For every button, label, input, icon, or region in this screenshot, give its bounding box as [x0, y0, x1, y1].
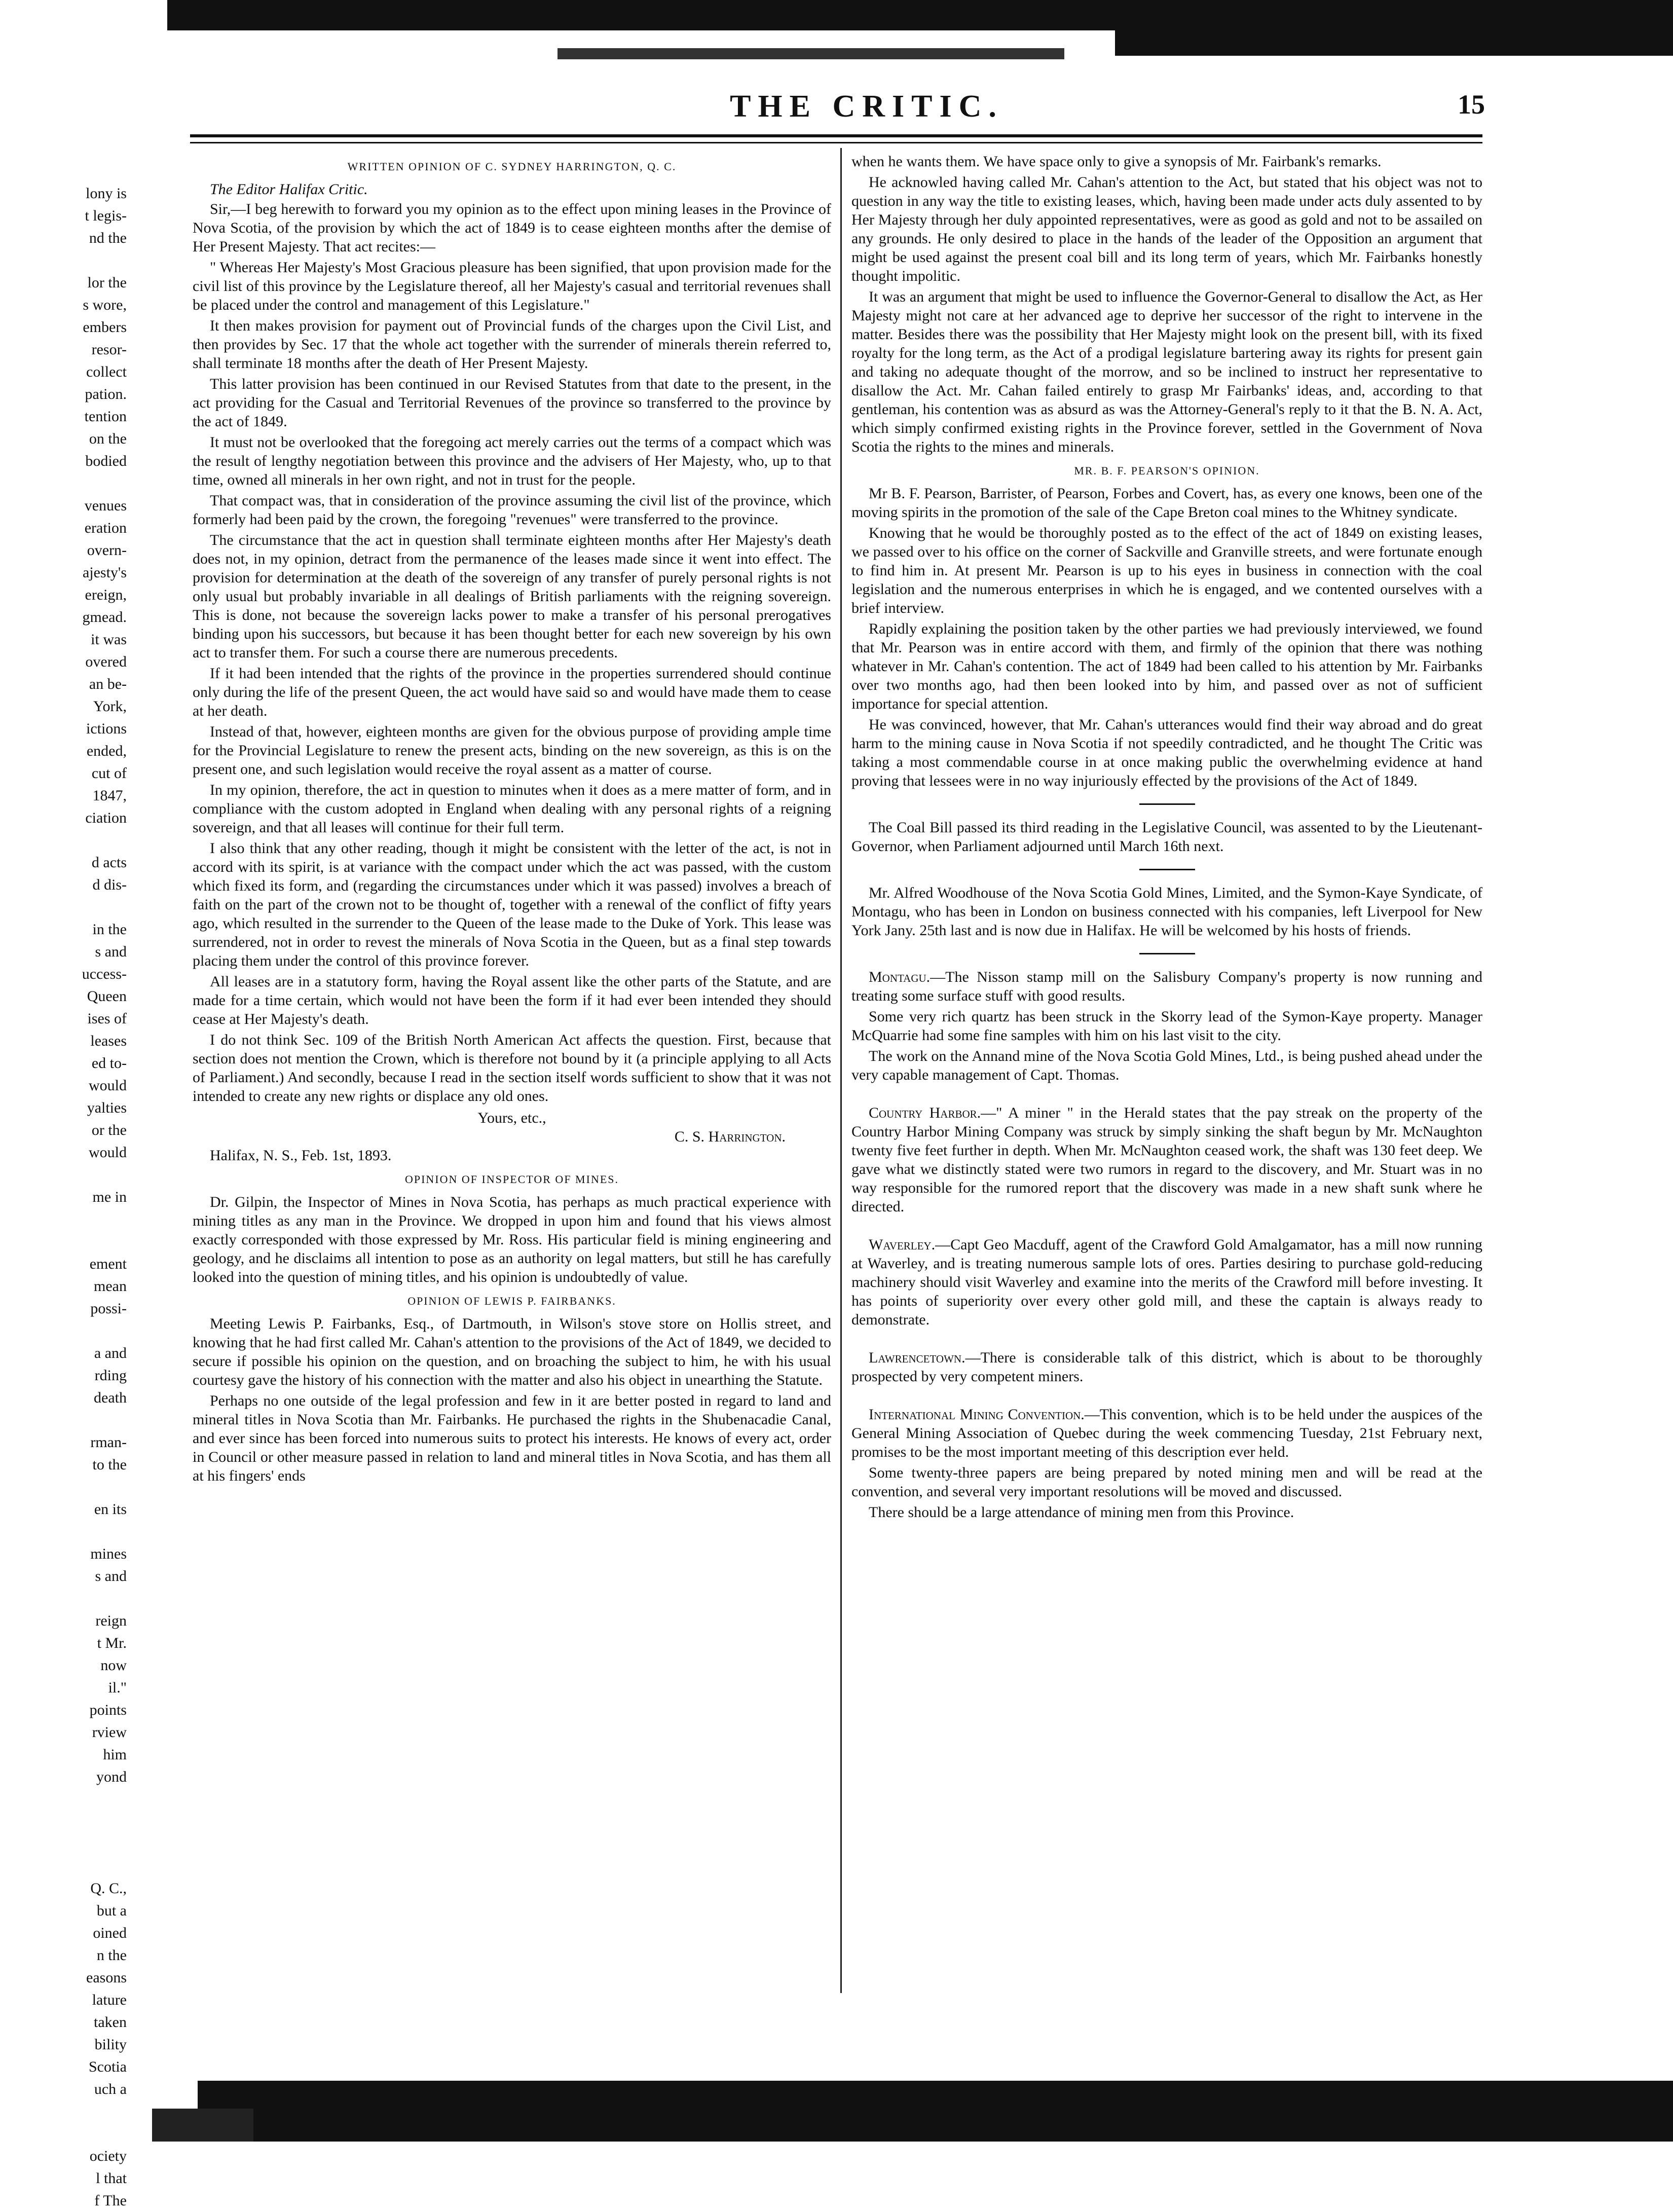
- margin-fragment: on the: [89, 430, 127, 447]
- margin-fragment: taken: [94, 2014, 127, 2031]
- fairbanks-heading: OPINION OF LEWIS P. FAIRBANKS.: [407, 1295, 616, 1307]
- harrington-paragraph: Sir,—I beg herewith to forward you my opinion as to the effect upon mining leases in the Province of Nova Scotia, of the provision by which the act of 1849 is to cease eighteen months after the demise of Her Present Majesty. That act recites:—: [193, 201, 831, 255]
- margin-fragment: points: [89, 1702, 127, 1718]
- margin-fragment: oined: [93, 1925, 127, 1941]
- margin-fragment: to the: [92, 1456, 127, 1473]
- harrington-paragraph: " Whereas Her Majesty's Most Gracious pleasure has been signified, that upon provision made for the civil list of this province by the Legislature thereof, all her Majesty's casual and territorial revenues shall be placed under the control and management of this Legislature.": [193, 259, 831, 313]
- waverley-lead: Waverley.: [869, 1236, 936, 1253]
- margin-fragment: [0, 1833, 127, 1855]
- scan-border-bottom: [198, 2081, 1673, 2142]
- margin-fragment: mean: [94, 1278, 127, 1295]
- margin-fragment: ajesty's: [82, 564, 127, 581]
- margin-fragment: York,: [93, 698, 127, 715]
- margin-fragment: n the: [96, 1947, 127, 1964]
- margin-fragment: [0, 472, 127, 495]
- pearson-paragraph: Knowing that he would be thoroughly posted as to the effect of the act of 1849 on existing leases, we passed over to his office on the corner of Sackville and Granville streets, and were fortunate enough to find him in. At present Mr. Pearson is up to his eyes in business in connection with the coal legislation and the numerous enterprises in which he is engaged, and we contented ourselves with a brief interview.: [851, 525, 1482, 616]
- margin-fragment: [0, 1409, 127, 1431]
- montagu-paragraph: Some very rich quartz has been struck in the Skorry lead of the Symon-Kaye property. Manager McQuarrie had some fine samples with him on his last visit to the city.: [851, 1008, 1482, 1044]
- margin-fragment: bility: [94, 2036, 127, 2053]
- margin-fragment: Scotia: [89, 2058, 127, 2075]
- margin-fragment: resor-: [91, 341, 127, 358]
- pearson-opinion: [851, 484, 1482, 790]
- convention-lead: International Mining Convention.: [869, 1406, 1085, 1423]
- convention-paragraph: There should be a large attendance of mining men from this Province.: [869, 1504, 1294, 1521]
- margin-fragment: 1847,: [92, 787, 127, 804]
- fairbanks-paragraph: when he wants them. We have space only to give a synopsis of Mr. Fairbank's remarks.: [851, 153, 1382, 170]
- harrington-paragraph: This latter provision has been continued in our Revised Statutes from that date to the present, in the act providing for the Casual and Territorial Revenues of the province so transferred to the province by the act of 1849.: [193, 376, 831, 430]
- scan-border-top-right: [1115, 30, 1673, 56]
- margin-fragment: [0, 249, 127, 272]
- woodhouse-item: Mr. Alfred Woodhouse of the Nova Scotia Gold Mines, Limited, and the Symon-Kaye Syndicate, of Montagu, who has been in London on business connected with his companies, left Liverpool for New York Jany. 25th last and is now due in Halifax. He will be welcomed by his hosts of friends.: [851, 884, 1482, 939]
- margin-fragment: t Mr.: [97, 1635, 127, 1651]
- margin-fragment: yond: [96, 1768, 127, 1785]
- waverley-item: [851, 1235, 1482, 1329]
- margin-fragment: possi-: [90, 1300, 127, 1317]
- montagu-more: [851, 1007, 1482, 1084]
- margin-fragment: f The: [94, 2192, 127, 2209]
- margin-fragment: an be-: [89, 676, 127, 692]
- margin-fragment: lony is: [86, 185, 127, 202]
- margin-fragment: [0, 1588, 127, 1610]
- margin-fragment: en its: [94, 1501, 127, 1518]
- pearson-heading: MR. B. F. PEARSON'S OPINION.: [1074, 464, 1260, 477]
- margin-fragment: Q. C.,: [90, 1880, 127, 1897]
- margin-fragment: pation.: [85, 386, 127, 402]
- montagu-lead: Montagu.: [869, 969, 931, 985]
- montagu-paragraph: The work on the Annand mine of the Nova Scotia Gold Mines, Ltd., is being pushed ahead under the very capable management of Capt. Thomas.: [851, 1048, 1482, 1083]
- scan-border-top-streak: [557, 48, 1064, 59]
- country-harbor-item: [851, 1103, 1482, 1216]
- country-harbor-lead: Country Harbor.: [869, 1104, 981, 1121]
- margin-fragment: [0, 1208, 127, 1231]
- fairbanks-paragraph: He acknowled having called Mr. Cahan's attention to the Act, but stated that his object was not to question in any way the title to existing leases, which, having been made under acts duly assented to by Her Majesty through her duly appointed representatives, were as good as gold and not to be assailed on any grounds. He only desired to place in the hands of the leader of the Opposition an argument that might be used against the present coal bill and its long term of years, which Mr. Fairbanks honestly thought impolitic.: [851, 174, 1482, 284]
- harrington-paragraph: That compact was, that in consideration of the province assuming the civil list of the province, which formerly had been paid by the crown, the foregoing "revenues" were transferred to the province.: [193, 492, 831, 528]
- margin-fragment: but a: [96, 1902, 127, 1919]
- inspector-heading: OPINION OF INSPECTOR OF MINES.: [404, 1173, 619, 1186]
- previous-page-margin: [0, 182, 127, 2209]
- margin-fragment: ises of: [87, 1010, 127, 1027]
- convention-text: —This convention, which is to be held under the auspices of the General Mining Association of Quebec during the week commencing Tuesday, 21st February next, promises to be the most important meeting of this description ever held.: [851, 1406, 1482, 1460]
- masthead: [167, 89, 1485, 139]
- margin-fragment: leases: [90, 1033, 127, 1049]
- fairbanks-paragraph: Perhaps no one outside of the legal profession and few in it are better posted in regard to land and mineral titles in Nova Scotia than Mr. Fairbanks. He purchased the rights in the Shubenacadie Canal, and ever since has been forced into numerous suits to protect his interests. He knows of every act, order in Council or other measure passed in relation to land and mineral titles in Nova Scotia, and has them all at his fingers' ends: [193, 1392, 831, 1484]
- margin-fragment: uccess-: [82, 966, 127, 982]
- convention-paragraph: Some twenty-three papers are being prepared by noted mining men and will be read at the convention, and several very important resolutions will be moved and discussed.: [851, 1464, 1482, 1500]
- harrington-paragraph: Instead of that, however, eighteen months are given for the obvious purpose of providing ample time for the Provincial Legislature to renew the present acts, binding on the new sovereign, as this is on the present one, and such legislation would receive the royal assent as a matter of course.: [193, 723, 831, 778]
- masthead-rule-thick: [190, 134, 1482, 137]
- harrington-letter: [193, 200, 831, 1105]
- margin-fragment: tention: [84, 408, 127, 425]
- margin-fragment: overn-: [87, 542, 127, 559]
- margin-fragment: lature: [92, 1992, 127, 2008]
- left-column: [193, 152, 831, 1997]
- column-divider: [840, 148, 842, 1993]
- harrington-paragraph: All leases are in a statutory form, having the Royal assent like the other parts of the Statute, and are made for a time certain, which would not have been the form if it had ever been intended they should cease at Her Majesty's death.: [193, 973, 831, 1027]
- lawrencetown-text: —There is considerable talk of this district, which is about to be thoroughly prospected by very competent miners.: [851, 1349, 1482, 1385]
- margin-fragment: reign: [95, 1612, 127, 1629]
- margin-fragment: [0, 2123, 127, 2145]
- convention-more: [851, 1463, 1482, 1522]
- margin-fragment: d dis-: [92, 876, 127, 893]
- margin-fragment: [0, 829, 127, 852]
- margin-fragment: death: [94, 1389, 127, 1406]
- margin-fragment: mines: [90, 1545, 127, 1562]
- margin-fragment: now: [100, 1657, 127, 1674]
- margin-fragment: [0, 1476, 127, 1498]
- margin-fragment: [0, 1521, 127, 1543]
- margin-fragment: ictions: [86, 720, 127, 737]
- margin-fragment: ement: [89, 1256, 127, 1272]
- fairbanks-paragraph: It was an argument that might be used to influence the Governor-General to disallow the Act, as Her Majesty might not care at her advanced age to deprive her successor of the right to intervene in the matter. Besides there was the possibility that Her Majesty might look on the present bill, with its fixed royalty for the long term, as the Act of a prodigal legislature bartering away its rights for present gain and taking no adequate thought of the morrow, and so be inclined to instruct her representative to disallow the Act. Mr. Cahan failed entirely to grasp Mr Fairbanks' ideas, and, according to that gentleman, his contention was as absurd as was the Attorney-General's reply to it that the B. N. A. Act, which simply confirmed existing rights in the Province forever, settled in the Government of Nova Scotia the rights to the mines and minerals.: [851, 288, 1482, 455]
- letter-addressee: The Editor Halifax Critic.: [210, 181, 368, 198]
- margin-fragment: [0, 1788, 127, 1811]
- letter-closing: Yours, etc.,: [477, 1110, 546, 1126]
- margin-fragment: s wore,: [83, 297, 127, 313]
- margin-fragment: easons: [86, 1969, 127, 1986]
- section-rule: [1139, 803, 1195, 805]
- right-column: [851, 152, 1482, 1997]
- lawrencetown-item: [851, 1348, 1482, 1386]
- margin-fragment: [0, 1320, 127, 1342]
- fairbanks-opinion-continued: [851, 152, 1482, 456]
- margin-fragment: rview: [92, 1724, 127, 1741]
- letter-dateline: Halifax, N. S., Feb. 1st, 1893.: [210, 1147, 392, 1164]
- margin-fragment: lor the: [87, 274, 127, 291]
- margin-fragment: in the: [92, 921, 127, 938]
- harrington-paragraph: It must not be overlooked that the foregoing act merely carries out the terms of a compact which was the result of lengthy negotiation between this province and the advisers of Her Majesty, who, up to that time, owned all minerals in her own right, and not in trust for the people.: [193, 434, 831, 488]
- margin-fragment: rman-: [90, 1434, 127, 1451]
- pearson-paragraph: Rapidly explaining the position taken by the other parties we had previously interviewed, we found that Mr. Pearson was in entire accord with them, and firmly of the opinion that there was nothing whatever in Mr. Cahan's contention. The act of 1849 had been called to his attention by Mr. Fairbanks over two months ago, had then been looked into by him, and passed over as not of sufficient importance for special attention.: [851, 620, 1482, 712]
- margin-fragment: him: [103, 1746, 127, 1763]
- margin-fragment: a and: [94, 1345, 127, 1361]
- harrington-paragraph: The circumstance that the act in question shall terminate eighteen months after Her Majesty's death does not, in my opinion, detract from the permanence of the leases made since it went into effect. The provision for determination at the death of the sovereign of any transfer of purely personal rights is not only usual but probably invariable in all dealings of British parliaments with the reigning sovereign. This is done, not because the sovereign lacks power to make a transfer of his personal prerogatives binding upon his successors, but because it has been thought better for each new sovereign by his own act to transfer them. For such a course there are numerous precedents.: [193, 532, 831, 661]
- masthead-rule-thin: [190, 142, 1482, 143]
- margin-fragment: [0, 896, 127, 918]
- margin-fragment: [0, 1811, 127, 1833]
- margin-fragment: ed to-: [91, 1055, 127, 1072]
- harrington-paragraph: I do not think Sec. 109 of the British North American Act affects the question. First, because that section does not mention the Crown, which is therefore not bound by it (a principle applying to all Acts of Parliament.) And secondly, because I read in the section itself words sufficient to show that it was not intended to create any new rights or displace any old ones.: [193, 1031, 831, 1104]
- margin-fragment: embers: [83, 319, 127, 336]
- margin-fragment: d acts: [91, 854, 127, 871]
- margin-fragment: or the: [91, 1122, 127, 1138]
- margin-fragment: [0, 2100, 127, 2123]
- section-rule: [1139, 953, 1195, 954]
- margin-fragment: eration: [84, 520, 127, 536]
- margin-fragment: nd the: [89, 230, 127, 246]
- harrington-paragraph: It then makes provision for payment out of Provincial funds of the charges upon the Civil List, and then provides by Sec. 17 that the whole act together with the surrender of minerals therein referred to, shall terminate 18 months after the death of Her Present Majesty.: [193, 317, 831, 372]
- margin-fragment: it was: [91, 631, 127, 648]
- section-rule: [1139, 869, 1195, 870]
- margin-fragment: would: [89, 1144, 127, 1161]
- montagu-text: —The Nisson stamp mill on the Salisbury Company's property is now running and treating some surface stuff with good results.: [851, 969, 1482, 1004]
- margin-fragment: ereign,: [85, 586, 127, 603]
- margin-fragment: s and: [95, 943, 127, 960]
- fairbanks-opinion: [193, 1314, 831, 1485]
- margin-fragment: overed: [85, 653, 127, 670]
- margin-fragment: [0, 1855, 127, 1877]
- margin-fragment: uch a: [94, 2081, 127, 2097]
- margin-fragment: yalties: [87, 1099, 127, 1116]
- margin-fragment: me in: [92, 1189, 127, 1205]
- scan-border-top: [167, 0, 1673, 30]
- scan-border-bottom-left: [152, 2109, 253, 2142]
- margin-fragment: venues: [84, 497, 127, 514]
- margin-fragment: il.": [108, 1679, 127, 1696]
- margin-fragment: ociety: [89, 2148, 127, 2164]
- harrington-paragraph: If it had been intended that the rights of the province in the properties surrendered should continue only during the life of the present Queen, the act would have said so and would have made them to cease at her death.: [193, 665, 831, 719]
- margin-fragment: collect: [86, 363, 127, 380]
- pearson-paragraph: He was convinced, however, that Mr. Cahan's utterances would find their way abroad and do great harm to the mining cause in Nova Scotia if not speedily contradicted, and he thought The Critic was taking a most commendable course in at once making public the overwhelming evidence at hand proving that lessees were in no way injuriously effected by the provisions of the Act of 1849.: [851, 716, 1482, 789]
- margin-fragment: bodied: [85, 453, 127, 469]
- margin-fragment: t legis-: [85, 207, 127, 224]
- harrington-paragraph: I also think that any other reading, though it might be consistent with the letter of the act, is not in accord with its spirit, is at variance with the compact under which the act was passed, with the custom which fixed its form, and (regarding the circumstances under which it was passed) involves a breach of faith on the part of the crown not to be thought of, together with a renewal of the conflict of fifty years ago, which resulted in the surrender to the Queen of the lease made to the Duke of York. This lease was surrendered, not in order to revest the minerals of Nova Scotia in the Queen, but as a final step towards placing them under the control of this province forever.: [193, 840, 831, 969]
- harrington-paragraph: In my opinion, therefore, the act in question to minutes when it does as a mere matter of form, and in compliance with the custom adopted in England when dealing with any personal rights of a reigning sovereign, and that all leases will continue for their full term.: [193, 782, 831, 836]
- margin-fragment: Queen: [87, 988, 127, 1005]
- harrington-heading: WRITTEN OPINION OF C. SYDNEY HARRINGTON, Q. C.: [347, 160, 677, 173]
- margin-fragment: ended,: [86, 743, 127, 759]
- convention-item: [851, 1405, 1482, 1461]
- margin-fragment: would: [89, 1077, 127, 1094]
- fairbanks-paragraph: Meeting Lewis P. Fairbanks, Esq., of Dartmouth, in Wilson's stove store on Hollis street, and knowing that he had first called Mr. Cahan's attention to the provisions of the Act of 1849, we decided to secure if possible his opinion on the question, and on broaching the subject to him, he with his usual courtesy gave the history of his connection with the matter and also his object in unearthing the Statute.: [193, 1315, 831, 1388]
- margin-fragment: s and: [95, 1568, 127, 1584]
- newspaper-title: THE CRITIC.: [730, 89, 1003, 124]
- margin-fragment: gmead.: [82, 609, 127, 625]
- montagu-item: [851, 968, 1482, 1005]
- lawrencetown-lead: Lawrencetown.: [869, 1349, 965, 1366]
- letter-signature: C. S. Harrington.: [674, 1128, 786, 1145]
- margin-fragment: rding: [94, 1367, 127, 1384]
- margin-fragment: l that: [96, 2170, 127, 2187]
- margin-fragment: [0, 1231, 127, 1253]
- pearson-paragraph: Mr B. F. Pearson, Barrister, of Pearson, Forbes and Covert, has, as every one knows, been one of the moving spirits in the promotion of the sale of the Cape Breton coal mines to the Whitney syndicate.: [851, 485, 1482, 521]
- inspector-paragraph: Dr. Gilpin, the Inspector of Mines in Nova Scotia, has perhaps as much practical experience with mining titles as any man in the Province. We dropped in upon him and found that his views almost exactly corresponded with those expressed by Mr. Ross. His particular field is mining engineering and geology, and he disclaims all intention to pose as an authority on legal matters, but still he has carefully looked into the question of mining titles, and his opinion is undoubtedly of value.: [193, 1194, 831, 1285]
- page-number: 15: [1458, 89, 1485, 120]
- margin-fragment: cut of: [91, 765, 127, 782]
- margin-fragment: [0, 1164, 127, 1186]
- waverley-text: —Capt Geo Macduff, agent of the Crawford Gold Amalgamator, has a mill now running at Waverley, and is treating numerous sample lots of ores. Parties desiring to purchase gold-reducing machinery should visit Waverley and examine into the merits of the Crawford mill before investing. It has points of superiority over every other gold mill, and these the captain is always ready to demonstrate.: [851, 1236, 1482, 1328]
- margin-fragment: ciation: [85, 809, 127, 826]
- country-harbor-text: —" A miner " in the Herald states that the pay streak on the property of the Country Harbor Mining Company was struck by simply sinking the shaft begun by Mr. McNaughton twenty five feet further in depth. When Mr. McNaughton ceased work, the shaft was 130 feet deep. We gave what we distinctly stated were two rumors in regard to the discovery, and Mr. Stuart was in no way responsible for the rumored report that the discovery was made in a new shaft sunk where he directed.: [851, 1104, 1482, 1215]
- coal-bill-item: The Coal Bill passed its third reading in the Legislative Council, was assented to by the Lieutenant-Governor, when Parliament adjourned until March 16th next.: [851, 819, 1482, 855]
